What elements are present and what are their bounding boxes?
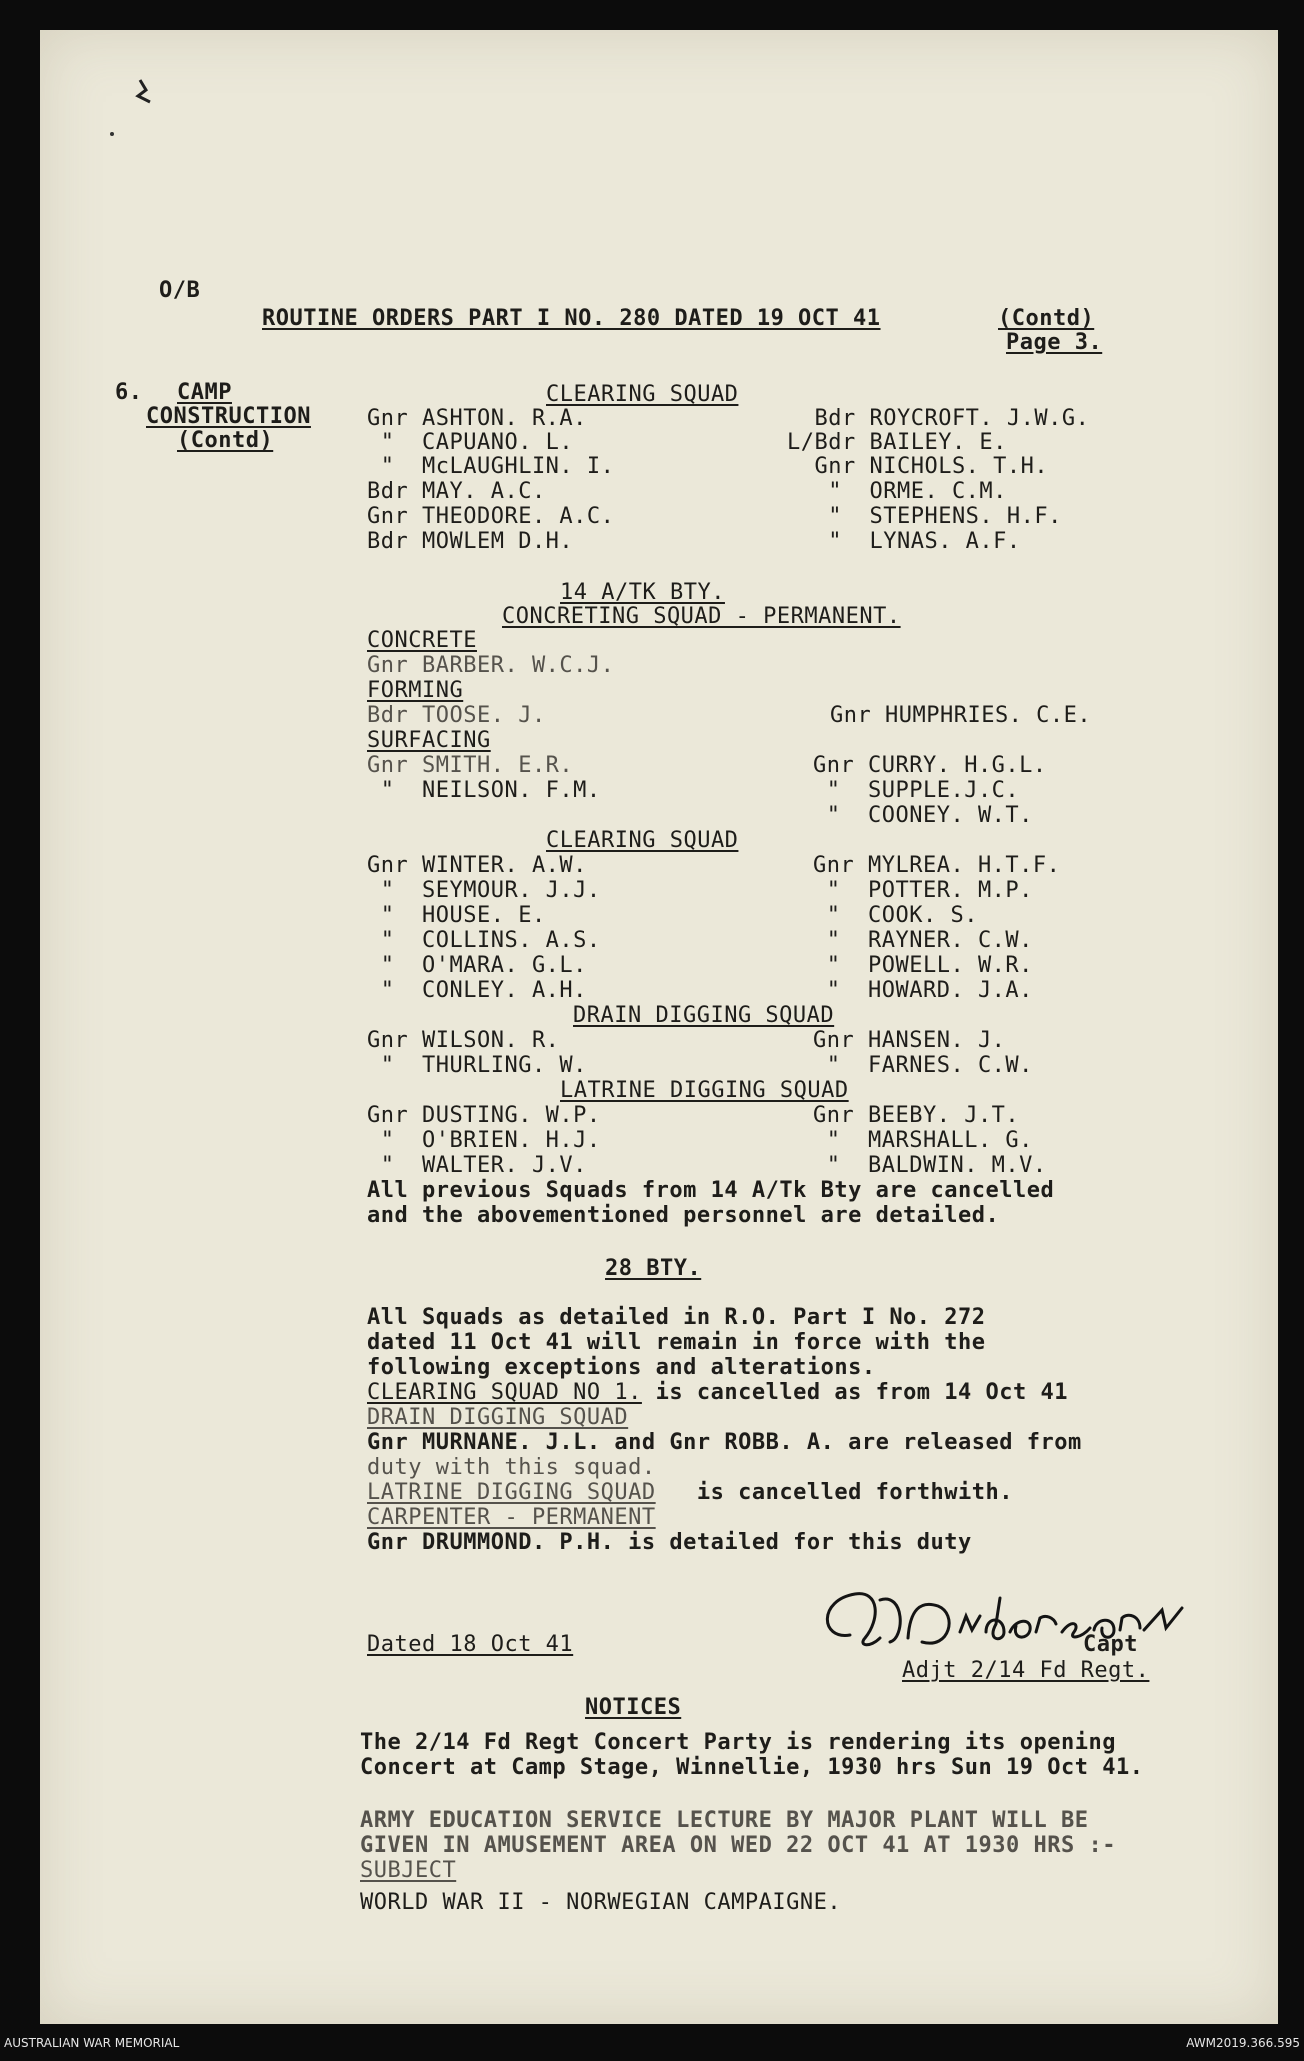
list-item: " McLAUGHLIN. I. <box>367 454 615 479</box>
lecture-notice-line: ARMY EDUCATION SERVICE LECTURE BY MAJOR PLANT WILL BE <box>360 1808 1089 1833</box>
concrete-member: Gnr BARBER. W.C.J. <box>367 653 615 678</box>
list-item: Bdr ROYCROFT. J.W.G. <box>787 406 1090 431</box>
forming-label: FORMING <box>367 678 464 703</box>
list-item: Gnr SMITH. E.R. <box>367 753 574 778</box>
list-item: " WALTER. J.V. <box>367 1153 587 1178</box>
list-item: " CAPUANO. L. <box>367 430 574 455</box>
signature <box>810 1580 1200 1670</box>
list-item: " O'MARA. G.L. <box>367 953 587 978</box>
forming-member: Bdr TOOSE. J. <box>367 703 546 728</box>
surfacing-label: SURFACING <box>367 728 491 753</box>
section-name-line2: CONSTRUCTION <box>146 404 311 429</box>
latrine-digging-heading: LATRINE DIGGING SQUAD <box>560 1078 849 1103</box>
section-number: 6. <box>115 380 143 405</box>
list-item: " COLLINS. A.S. <box>367 928 601 953</box>
concert-notice-line: The 2/14 Fd Regt Concert Party is rendering its opening <box>360 1730 1116 1755</box>
list-item: " RAYNER. C.W. <box>813 928 1033 953</box>
list-item: Gnr MYLREA. H.T.F. <box>813 853 1061 878</box>
clearing-squad-no1-line <box>367 1380 1068 1405</box>
list-item: " POWELL. W.R. <box>813 953 1033 978</box>
signatory-title: Adjt 2/14 Fd Regt. <box>902 1658 1150 1683</box>
list-item: " O'BRIEN. H.J. <box>367 1128 601 1153</box>
list-item: " COONEY. W.T. <box>813 803 1033 828</box>
subject-label: SUBJECT <box>360 1858 457 1883</box>
list-item: Gnr ASHTON. R.A. <box>367 406 587 431</box>
carpenter-label: CARPENTER - PERMANENT <box>367 1505 656 1530</box>
list-item: " THURLING. W. <box>367 1053 587 1078</box>
document-title: ROUTINE ORDERS PART I NO. 280 DATED 19 OCT 41 <box>262 306 881 331</box>
clearing-squad-no1-text: is cancelled as from 14 Oct 41 <box>641 1380 1069 1405</box>
concreting-squad-heading: CONCRETING SQUAD - PERMANENT. <box>502 604 901 629</box>
notices-heading: NOTICES <box>585 1695 682 1720</box>
list-item: " STEPHENS. H.F. <box>787 504 1062 529</box>
section-name-line3: (Contd) <box>177 428 274 453</box>
list-item: " CONLEY. A.H. <box>367 978 587 1003</box>
page-number: Page 3. <box>1006 330 1103 355</box>
archive-footer <box>0 2024 1304 2061</box>
list-item: Gnr WILSON. R. <box>367 1028 560 1053</box>
contd-label: (Contd) <box>998 306 1095 331</box>
clearing-squad-no1-label: CLEARING SQUAD NO 1. <box>367 1380 642 1405</box>
paragraph-line: All Squads as detailed in R.O. Part I No. 272 <box>367 1305 986 1330</box>
list-item: " POTTER. M.P. <box>813 878 1033 903</box>
list-item: " NEILSON. F.M. <box>367 778 601 803</box>
list-item: Gnr CURRY. H.G.L. <box>813 753 1047 778</box>
list-item: Bdr MOWLEM D.H. <box>367 529 574 554</box>
list-item: Gnr HANSEN. J. <box>813 1028 1006 1053</box>
list-item: " SEYMOUR. J.J. <box>367 878 601 903</box>
subject-text: WORLD WAR II - NORWEGIAN CAMPAIGNE. <box>360 1890 842 1915</box>
concert-notice-line: Concert at Camp Stage, Winnellie, 1930 hrs Sun 19 Oct 41. <box>360 1755 1144 1780</box>
list-item: " MARSHALL. G. <box>813 1128 1033 1153</box>
forming-member-right: Gnr HUMPHRIES. C.E. <box>830 703 1092 728</box>
list-item: L/Bdr BAILEY. E. <box>787 430 1007 455</box>
drain-digging-text: Gnr MURNANE. J.L. and Gnr ROBB. A. are released from <box>367 1430 1082 1455</box>
battery-14-heading: 14 A/TK BTY. <box>560 580 725 605</box>
clearing-squad-2-heading: CLEARING SQUAD <box>546 828 739 853</box>
list-item: Gnr THEODORE. A.C. <box>367 504 615 529</box>
archive-id: AWM2019.366.595 <box>1186 2036 1300 2050</box>
list-item: " BALDWIN. M.V. <box>813 1153 1047 1178</box>
list-item: Gnr DUSTING. W.P. <box>367 1103 601 1128</box>
paragraph-line: dated 11 Oct 41 will remain in force with the <box>367 1330 986 1355</box>
drain-digging-heading: DRAIN DIGGING SQUAD <box>573 1003 835 1028</box>
list-item: Gnr WINTER. A.W. <box>367 853 587 878</box>
paper-mark <box>100 70 160 140</box>
battery-28-heading: 28 BTY. <box>605 1256 702 1281</box>
latrine-digging-label: LATRINE DIGGING SQUAD <box>367 1480 656 1505</box>
list-item: " LYNAS. A.F. <box>787 529 1021 554</box>
list-item: " HOUSE. E. <box>367 903 546 928</box>
archive-credit: AUSTRALIAN WAR MEMORIAL <box>4 2036 180 2050</box>
paragraph-line: following exceptions and alterations. <box>367 1355 876 1380</box>
lecture-notice-line: GIVEN IN AMUSEMENT AREA ON WED 22 OCT 41 AT 1930 HRS :- <box>360 1833 1116 1858</box>
document-page <box>40 30 1278 2024</box>
list-item: Gnr NICHOLS. T.H. <box>787 454 1049 479</box>
dated-line: Dated 18 Oct 41 <box>367 1632 574 1657</box>
drain-digging-label: DRAIN DIGGING SQUAD <box>367 1405 629 1430</box>
clearing-squad-heading: CLEARING SQUAD <box>546 382 739 407</box>
list-item: " HOWARD. J.A. <box>813 978 1033 1003</box>
latrine-line <box>367 1480 1013 1505</box>
drain-digging-text: duty with this squad. <box>367 1455 656 1480</box>
latrine-text: is cancelled forthwith. <box>655 1480 1014 1505</box>
list-item: " FARNES. C.W. <box>813 1053 1033 1078</box>
carpenter-text: Gnr DRUMMOND. P.H. is detailed for this duty <box>367 1530 972 1555</box>
reference-code: O/B <box>159 278 201 303</box>
signatory-rank: Capt <box>1083 1632 1138 1657</box>
list-item: " ORME. C.M. <box>787 479 1007 504</box>
cancel-note-line: All previous Squads from 14 A/Tk Bty are cancelled <box>367 1178 1055 1203</box>
concrete-label: CONCRETE <box>367 628 477 653</box>
cancel-note-line: and the abovementioned personnel are detailed. <box>367 1203 1000 1228</box>
list-item: Gnr BEEBY. J.T. <box>813 1103 1020 1128</box>
section-name-line1: CAMP <box>177 380 232 405</box>
list-item: Bdr MAY. A.C. <box>367 479 546 504</box>
list-item: " SUPPLE.J.C. <box>813 778 1020 803</box>
list-item: " COOK. S. <box>813 903 978 928</box>
